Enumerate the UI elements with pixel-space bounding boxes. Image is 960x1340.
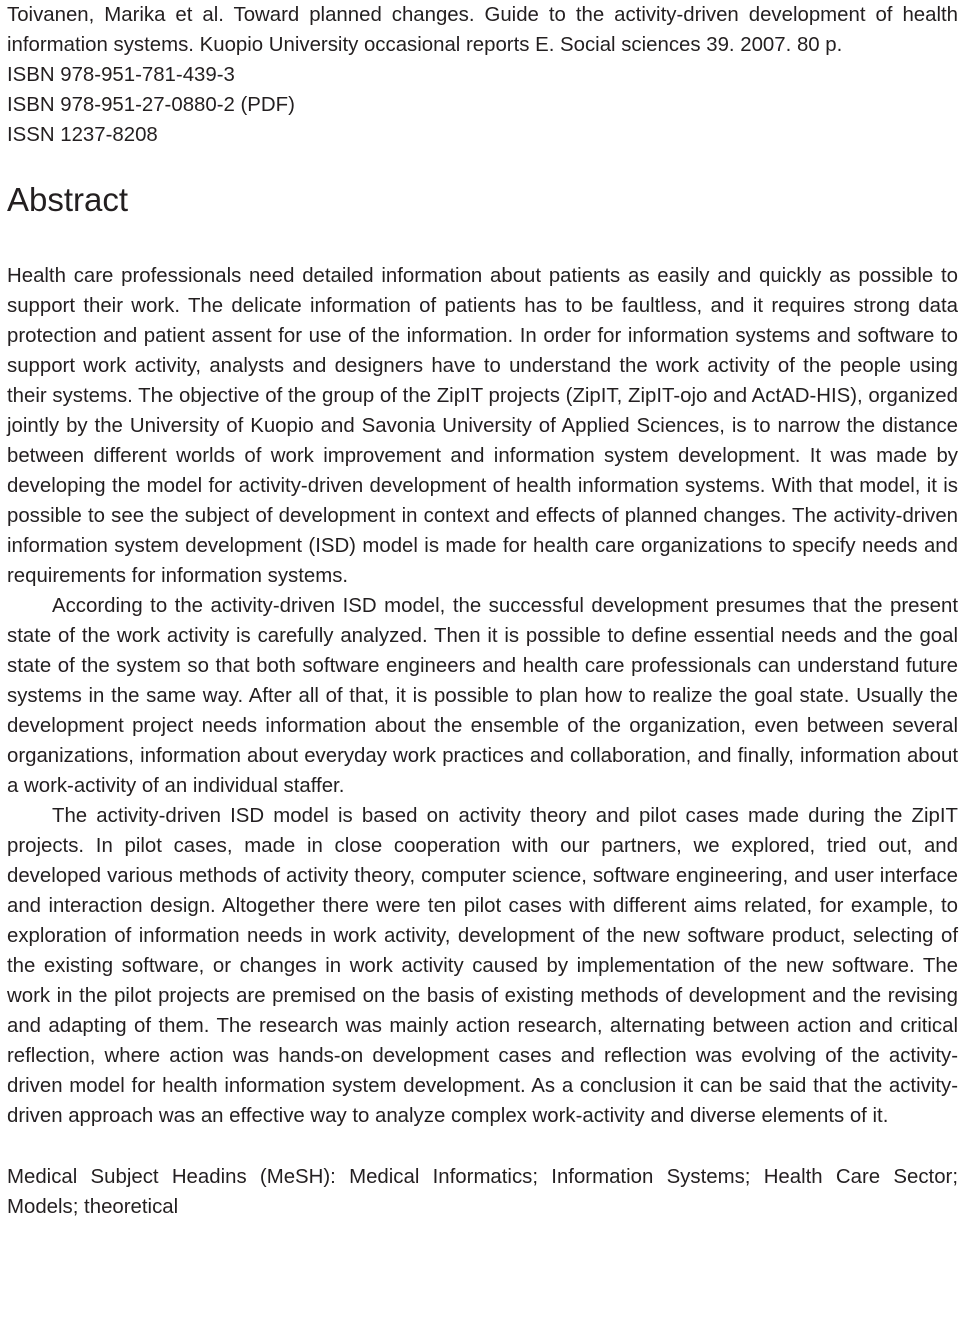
document-page bbox=[7, 0, 958, 1222]
citation: Toivanen, Marika et al. Toward planned changes. Guide to the activity-driven development of health information systems. Kuopio University occasional reports E. Social sciences 39. 2007. 80 p. bbox=[7, 4, 958, 56]
abstract-paragraph-3: The activity-driven ISD model is based on activity theory and pilot cases made during the ZipIT projects. In pilot cases, made in close cooperation with our partners, we explored, tried out, and developed various methods of activity theory, computer science, software engineering, and user interface and interaction design. Altogether there were ten pilot cases with different aims related, for example, to exploration of information needs in work activity, development of the new software product, selecting of the existing software, or changes in work activity caused by implementation of the new software. The work in the pilot projects are premised on the basis of existing methods of development and the revising and adapting of them. The research was mainly action research, alternating between action and critical reflection, where action was hands-on development cases and reflection was evolving of the activity-driven model for health information system development. As a conclusion it can be said that the activity-driven approach was an effective way to analyze complex work-activity and diverse elements of it. bbox=[7, 805, 958, 1127]
abstract-paragraph-1: Health care professionals need detailed information about patients as easily and quickly as possible to support their work. The delicate information of patients has to be faultless, and it requires strong data protection and patient assent for use of the information. In order for information systems and software to support work activity, analysts and designers have to understand the work activity of the people using their systems. The objective of the group of the ZipIT projects (ZipIT, ZipIT-ojo and ActAD-HIS), organized jointly by the University of Kuopio and Savonia University of Applied Sciences, is to narrow the distance between different worlds of work improvement and information system development. It was made by developing the model for activity-driven development of health information systems. With that model, it is possible to see the subject of development in context and effects of planned changes. The activity-driven information system development (ISD) model is made for health care organizations to specify needs and requirements for information systems. bbox=[7, 265, 958, 587]
abstract-heading: Abstract bbox=[7, 181, 129, 218]
abstract-body bbox=[7, 261, 958, 1131]
mesh-keywords: Medical Subject Headins (MeSH): Medical Informatics; Information Systems; Health Care Sector; Models; theoretical bbox=[7, 1166, 958, 1218]
identifier-list bbox=[7, 60, 958, 150]
issn: ISSN 1237-8208 bbox=[7, 124, 158, 146]
abstract-paragraph-2: According to the activity-driven ISD model, the successful development presumes that the present state of the work activity is carefully analyzed. Then it is possible to define essential needs and the goal state of the system so that both software engineers and health care professionals can understand future systems in the same way. After all of that, it is possible to plan how to realize the goal state. Usually the development project needs information about the ensemble of the organization, even between several organizations, information about everyday work practices and collaboration, and finally, information about a work-activity of an individual staffer. bbox=[7, 595, 958, 797]
isbn-pdf: ISBN 978-951-27-0880-2 (PDF) bbox=[7, 94, 295, 116]
isbn-print: ISBN 978-951-781-439-3 bbox=[7, 64, 235, 86]
